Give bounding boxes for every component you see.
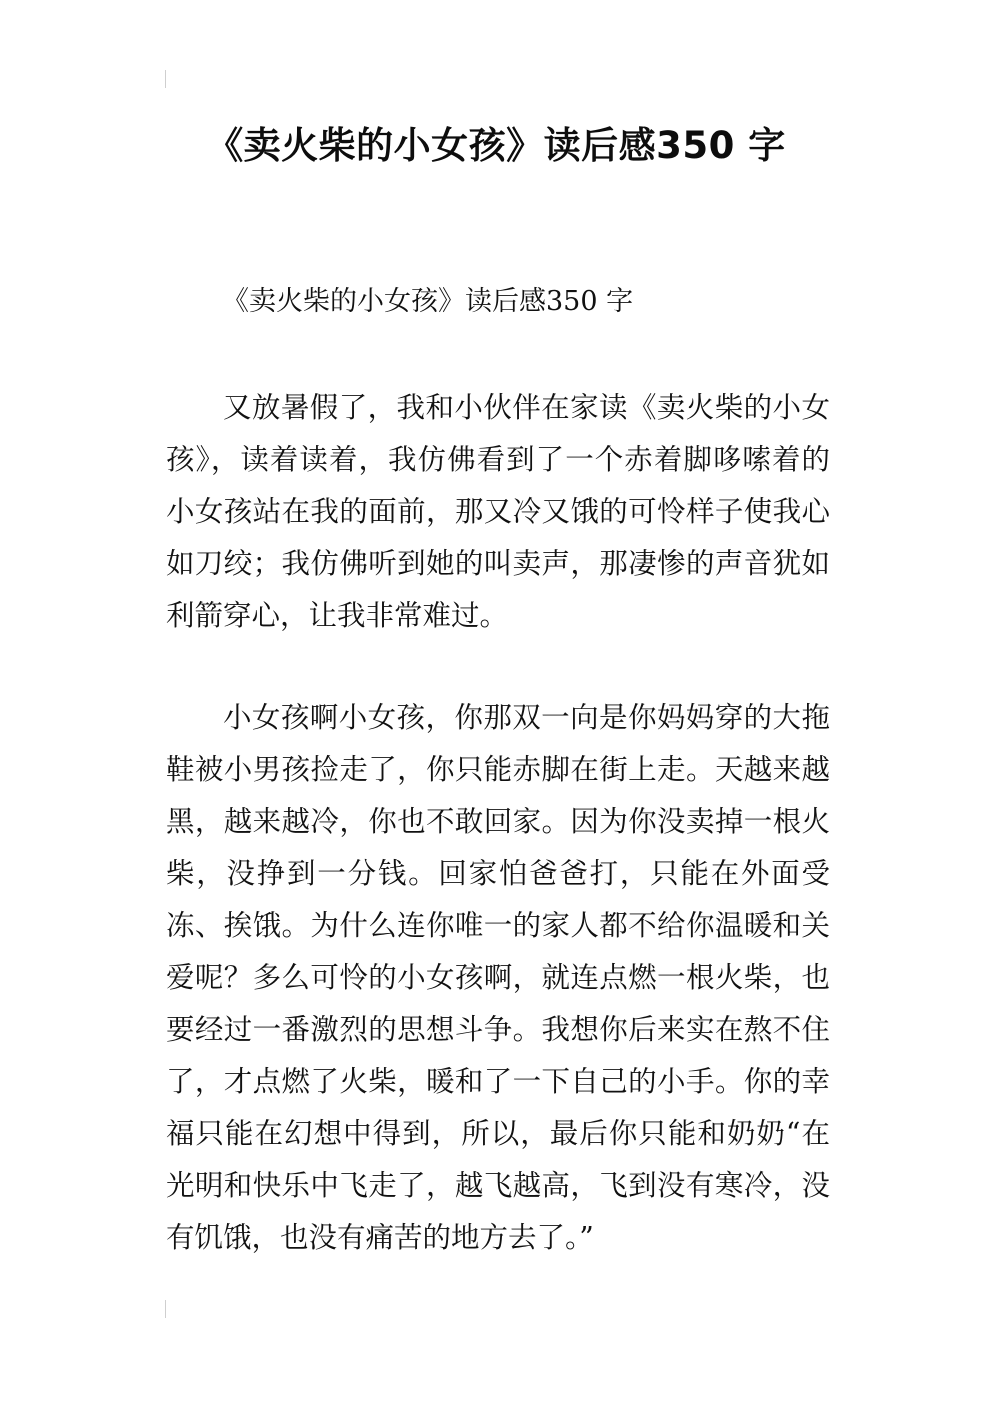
document-subtitle: 《卖火柴的小女孩》读后感350 字 [222, 286, 634, 317]
paragraph-1: 又放暑假了，我和小伙伴在家读《卖火柴的小女孩》，读着读着，我仿佛看到了一个赤着脚哆嗦着的小女孩站在我的面前，那又冷又饿的可怜样子使我心如刀绞；我仿佛听到她的叫卖声，那凄惨的声音犹如利箭穿心，让我非常难过。 [166, 391, 830, 632]
document-title: 《卖火柴的小女孩》读后感350 字 [206, 124, 786, 167]
margin-mark-top [165, 70, 166, 88]
margin-mark-bottom [165, 1300, 166, 1318]
paragraph-2: 小女孩啊小女孩，你那双一向是你妈妈穿的大拖鞋被小男孩捡走了，你只能赤脚在街上走。天越来越黑，越来越冷，你也不敢回家。因为你没卖掉一根火柴，没挣到一分钱。回家怕爸爸打，只能在外面受冻、挨饿。为什么连你唯一的家人都不给你温暖和关爱呢？多么可怜的小女孩啊，就连点燃一根火柴，也要经过一番激烈的思想斗争。我想你后来实在熬不住了，才点燃了火柴，暖和了一下自己的小手。你的幸福只能在幻想中得到，所以，最后你只能和奶奶“在光明和快乐中飞走了，越飞越高，飞到没有寒冷，没有饥饿，也没有痛苦的地方去了。” [166, 701, 830, 1254]
